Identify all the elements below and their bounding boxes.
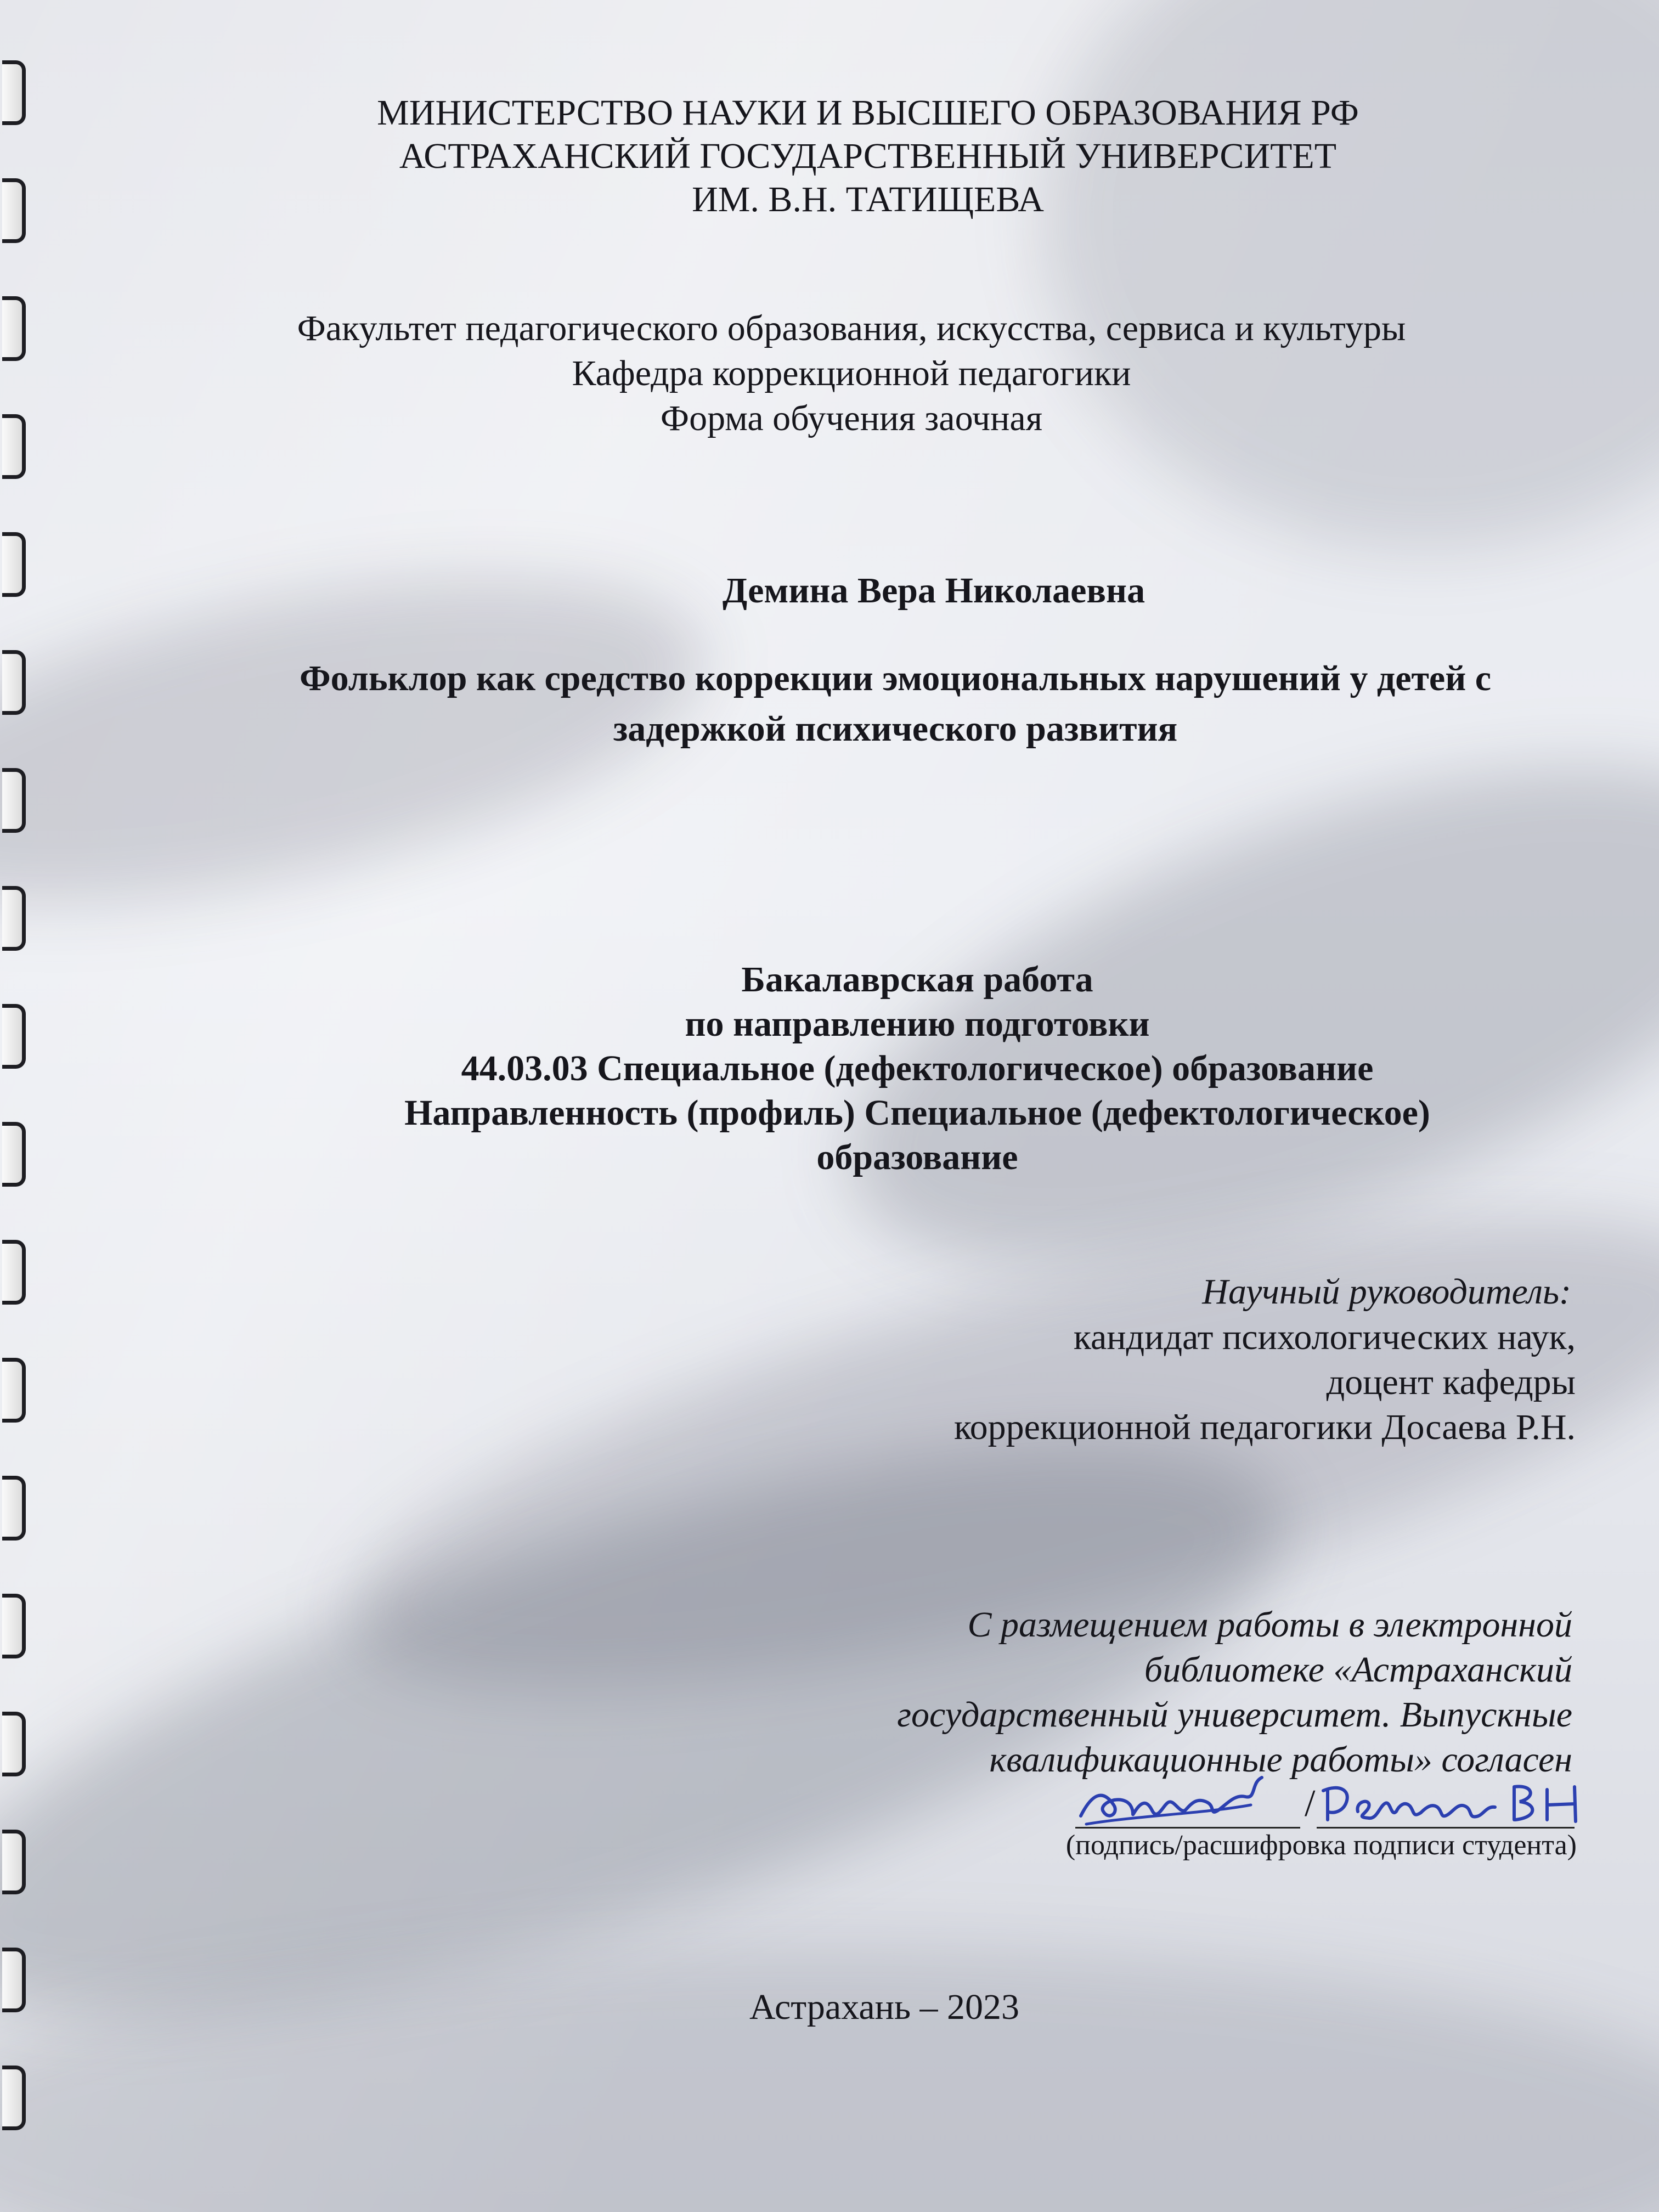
binding-ring [2, 1476, 26, 1541]
handwritten-signature-decryption [1317, 1773, 1591, 1833]
thesis-title-line-1: Фольклор как средство коррекции эмоциональных нарушений у детей с [299, 658, 1492, 698]
binding-ring [2, 2066, 26, 2130]
binding-ring [2, 1830, 26, 1894]
binding-ring [2, 650, 26, 715]
work-profile-cont: образование [816, 1137, 1018, 1177]
binding-ring [2, 60, 26, 125]
work-direction: 44.03.03 Специальное (дефектологическое) образование [461, 1048, 1374, 1088]
consent-line-2: библиотеке «Астраханский [1144, 1650, 1572, 1690]
university-name-line: ИМ. В.Н. ТАТИЩЕВА [692, 179, 1044, 219]
consent-line-3: государственный университет. Выпускные [897, 1695, 1572, 1735]
department-line: Кафедра коррекционной педагогики [572, 353, 1131, 393]
binding-ring [2, 532, 26, 597]
university-line: АСТРАХАНСКИЙ ГОСУДАРСТВЕННЫЙ УНИВЕРСИТЕТ [399, 136, 1337, 176]
city-year: Астрахань – 2023 [749, 1987, 1020, 2027]
binding-ring [2, 768, 26, 833]
binding-ring [2, 1122, 26, 1187]
work-profile: Направленность (профиль) Специальное (дефектологическое) [404, 1093, 1430, 1133]
binding-ring [2, 1240, 26, 1305]
binding-ring [2, 1004, 26, 1069]
supervisor-label: Научный руководитель: [1202, 1272, 1571, 1312]
binding-ring [2, 886, 26, 951]
supervisor-position: доцент кафедры [1326, 1362, 1576, 1402]
work-type: Бакалаврская работа [741, 960, 1093, 1000]
author-name: Демина Вера Николаевна [722, 571, 1146, 611]
study-form-line: Форма обучения заочная [660, 398, 1043, 438]
consent-line-1: С размещением работы в электронной [967, 1605, 1572, 1645]
binding-ring [2, 178, 26, 243]
work-direction-label: по направлению подготовки [685, 1004, 1150, 1044]
shadow [1042, 0, 1659, 549]
supervisor-degree: кандидат психологических наук, [1073, 1317, 1576, 1357]
supervisor-name: коррекционной педагогики Досаева Р.Н. [953, 1407, 1576, 1447]
binding-ring [2, 1594, 26, 1658]
signature-caption: (подпись/расшифровка подписи студента) [1065, 1830, 1577, 1861]
faculty-line: Факультет педагогического образования, искусства, сервиса и культуры [297, 308, 1406, 348]
consent-line-4: квалификационные работы» согласен [989, 1740, 1572, 1780]
binding-ring [2, 1948, 26, 2012]
signature-separator: / [1305, 1782, 1316, 1825]
ministry-line: МИНИСТЕРСТВО НАУКИ И ВЫСШЕГО ОБРАЗОВАНИЯ РФ [377, 93, 1359, 133]
binding-ring [2, 1358, 26, 1423]
thesis-title-line-2: задержкой психического развития [613, 709, 1178, 749]
binding-ring [2, 1712, 26, 1776]
